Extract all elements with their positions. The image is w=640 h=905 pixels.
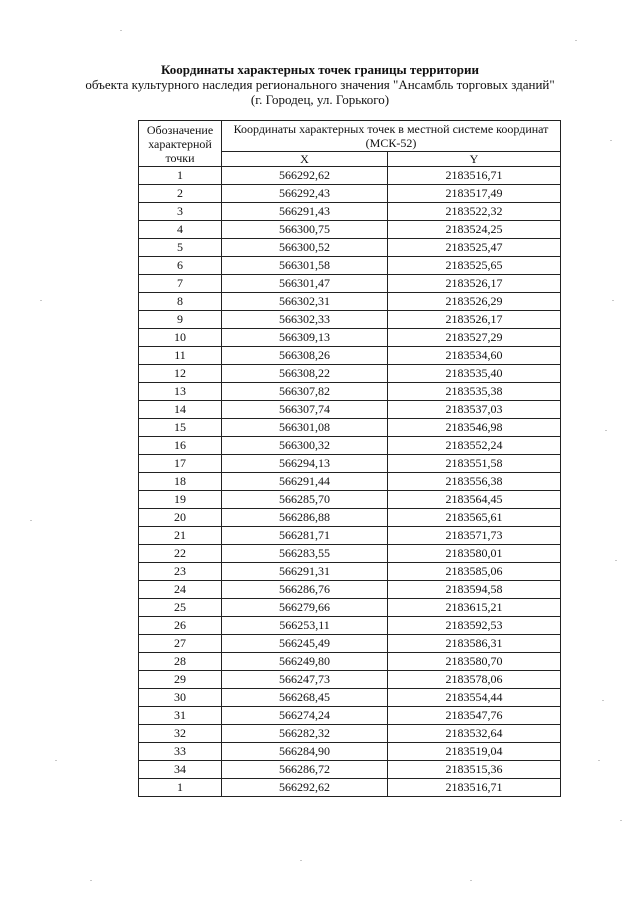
table-row: [139, 257, 561, 275]
x-coordinate-cell: 566300,75: [222, 221, 388, 239]
y-coordinate-cell: 2183586,31: [388, 635, 561, 653]
table-row: [139, 221, 561, 239]
header-y: Y: [388, 152, 561, 167]
table-row: [139, 437, 561, 455]
table-row: [139, 329, 561, 347]
table-row: [139, 275, 561, 293]
scan-speckle: [90, 880, 92, 881]
x-coordinate-cell: 566302,33: [222, 311, 388, 329]
x-coordinate-cell: 566309,13: [222, 329, 388, 347]
x-coordinate-cell: 566292,43: [222, 185, 388, 203]
point-cell: 31: [139, 707, 222, 725]
point-cell: 27: [139, 635, 222, 653]
y-coordinate-cell: 2183551,58: [388, 455, 561, 473]
table-row: [139, 653, 561, 671]
point-cell: 17: [139, 455, 222, 473]
x-coordinate-cell: 566286,72: [222, 761, 388, 779]
point-cell: 7: [139, 275, 222, 293]
point-cell: 15: [139, 419, 222, 437]
scan-speckle: [612, 300, 614, 301]
y-coordinate-cell: 2183554,44: [388, 689, 561, 707]
point-cell: 19: [139, 491, 222, 509]
table-row: [139, 401, 561, 419]
y-coordinate-cell: 2183526,17: [388, 275, 561, 293]
y-coordinate-cell: 2183522,32: [388, 203, 561, 221]
x-coordinate-cell: 566253,11: [222, 617, 388, 635]
point-cell: 9: [139, 311, 222, 329]
x-coordinate-cell: 566247,73: [222, 671, 388, 689]
table-row: [139, 293, 561, 311]
point-cell: 5: [139, 239, 222, 257]
y-coordinate-cell: 2183547,76: [388, 707, 561, 725]
y-coordinate-cell: 2183556,38: [388, 473, 561, 491]
y-coordinate-cell: 2183615,21: [388, 599, 561, 617]
y-coordinate-cell: 2183517,49: [388, 185, 561, 203]
point-cell: 10: [139, 329, 222, 347]
y-coordinate-cell: 2183515,36: [388, 761, 561, 779]
coordinates-table-body: [139, 167, 561, 797]
y-coordinate-cell: 2183527,29: [388, 329, 561, 347]
table-row: [139, 689, 561, 707]
table-row: [139, 527, 561, 545]
table-row: [139, 311, 561, 329]
table-row: [139, 167, 561, 185]
y-coordinate-cell: 2183516,71: [388, 167, 561, 185]
point-cell: 25: [139, 599, 222, 617]
point-cell: 11: [139, 347, 222, 365]
table-row: [139, 383, 561, 401]
y-coordinate-cell: 2183578,06: [388, 671, 561, 689]
table-row: [139, 347, 561, 365]
y-coordinate-cell: 2183532,64: [388, 725, 561, 743]
x-coordinate-cell: 566291,44: [222, 473, 388, 491]
x-coordinate-cell: 566301,08: [222, 419, 388, 437]
coordinates-table-header: [139, 121, 561, 167]
point-cell: 28: [139, 653, 222, 671]
x-coordinate-cell: 566274,24: [222, 707, 388, 725]
point-cell: 6: [139, 257, 222, 275]
table-row: [139, 671, 561, 689]
point-cell: 34: [139, 761, 222, 779]
y-coordinate-cell: 2183535,40: [388, 365, 561, 383]
x-coordinate-cell: 566268,45: [222, 689, 388, 707]
x-coordinate-cell: 566291,43: [222, 203, 388, 221]
x-coordinate-cell: 566307,82: [222, 383, 388, 401]
table-row: [139, 779, 561, 797]
scan-speckle: [615, 560, 617, 561]
x-coordinate-cell: 566283,55: [222, 545, 388, 563]
header-point-designation: Обозначение характерной точки: [139, 121, 222, 167]
table-row: [139, 725, 561, 743]
x-coordinate-cell: 566307,74: [222, 401, 388, 419]
y-coordinate-cell: 2183580,70: [388, 653, 561, 671]
table-row: [139, 239, 561, 257]
scan-speckle: [120, 30, 122, 31]
y-coordinate-cell: 2183565,61: [388, 509, 561, 527]
y-coordinate-cell: 2183534,60: [388, 347, 561, 365]
x-coordinate-cell: 566245,49: [222, 635, 388, 653]
table-row: [139, 509, 561, 527]
x-coordinate-cell: 566308,22: [222, 365, 388, 383]
y-coordinate-cell: 2183516,71: [388, 779, 561, 797]
scan-speckle: [300, 860, 302, 861]
x-coordinate-cell: 566286,88: [222, 509, 388, 527]
point-cell: 29: [139, 671, 222, 689]
x-coordinate-cell: 566292,62: [222, 167, 388, 185]
header-x: X: [222, 152, 388, 167]
point-cell: 30: [139, 689, 222, 707]
table-row: [139, 203, 561, 221]
scan-speckle: [40, 300, 42, 301]
header-coordinate-system: Координаты характерных точек в местной системе координат (МСК-52): [222, 121, 561, 152]
x-coordinate-cell: 566285,70: [222, 491, 388, 509]
table-row: [139, 491, 561, 509]
table-row: [139, 761, 561, 779]
point-cell: 1: [139, 779, 222, 797]
title-address: (г. Городец, ул. Горького): [250, 92, 390, 107]
y-coordinate-cell: 2183524,25: [388, 221, 561, 239]
table-row: [139, 599, 561, 617]
point-cell: 24: [139, 581, 222, 599]
point-cell: 1: [139, 167, 222, 185]
point-cell: 20: [139, 509, 222, 527]
point-cell: 13: [139, 383, 222, 401]
document-title: [60, 62, 580, 107]
point-cell: 26: [139, 617, 222, 635]
scan-speckle: [610, 140, 612, 141]
x-coordinate-cell: 566302,31: [222, 293, 388, 311]
y-coordinate-cell: 2183535,38: [388, 383, 561, 401]
point-cell: 16: [139, 437, 222, 455]
scan-speckle: [470, 880, 472, 881]
table-row: [139, 185, 561, 203]
table-row: [139, 365, 561, 383]
x-coordinate-cell: 566308,26: [222, 347, 388, 365]
x-coordinate-cell: 566300,52: [222, 239, 388, 257]
x-coordinate-cell: 566282,32: [222, 725, 388, 743]
point-cell: 2: [139, 185, 222, 203]
scan-speckle: [30, 520, 32, 521]
table-row: [139, 545, 561, 563]
y-coordinate-cell: 2183525,47: [388, 239, 561, 257]
point-cell: 8: [139, 293, 222, 311]
point-cell: 3: [139, 203, 222, 221]
y-coordinate-cell: 2183580,01: [388, 545, 561, 563]
x-coordinate-cell: 566301,58: [222, 257, 388, 275]
y-coordinate-cell: 2183525,65: [388, 257, 561, 275]
table-row: [139, 419, 561, 437]
table-row: [139, 707, 561, 725]
y-coordinate-cell: 2183594,58: [388, 581, 561, 599]
y-coordinate-cell: 2183585,06: [388, 563, 561, 581]
table-row: [139, 473, 561, 491]
x-coordinate-cell: 566292,62: [222, 779, 388, 797]
table-row: [139, 617, 561, 635]
x-coordinate-cell: 566249,80: [222, 653, 388, 671]
scan-speckle: [602, 700, 604, 701]
table-row: [139, 635, 561, 653]
x-coordinate-cell: 566279,66: [222, 599, 388, 617]
y-coordinate-cell: 2183592,53: [388, 617, 561, 635]
scan-speckle: [620, 820, 622, 821]
point-cell: 4: [139, 221, 222, 239]
title-object-name: объекта культурного наследия регионального значения "Ансамбль торговых зданий": [85, 77, 555, 92]
scan-speckle: [575, 40, 577, 41]
x-coordinate-cell: 566300,32: [222, 437, 388, 455]
scan-speckle: [55, 760, 57, 761]
y-coordinate-cell: 2183526,17: [388, 311, 561, 329]
y-coordinate-cell: 2183537,03: [388, 401, 561, 419]
point-cell: 23: [139, 563, 222, 581]
point-cell: 22: [139, 545, 222, 563]
x-coordinate-cell: 566301,47: [222, 275, 388, 293]
point-cell: 18: [139, 473, 222, 491]
x-coordinate-cell: 566284,90: [222, 743, 388, 761]
y-coordinate-cell: 2183552,24: [388, 437, 561, 455]
point-cell: 12: [139, 365, 222, 383]
table-row: [139, 455, 561, 473]
coordinates-table: [138, 120, 561, 797]
x-coordinate-cell: 566294,13: [222, 455, 388, 473]
x-coordinate-cell: 566286,76: [222, 581, 388, 599]
point-cell: 21: [139, 527, 222, 545]
x-coordinate-cell: 566291,31: [222, 563, 388, 581]
y-coordinate-cell: 2183564,45: [388, 491, 561, 509]
y-coordinate-cell: 2183519,04: [388, 743, 561, 761]
x-coordinate-cell: 566281,71: [222, 527, 388, 545]
title-heading: Координаты характерных точек границы территории: [161, 62, 479, 77]
table-row: [139, 743, 561, 761]
point-cell: 32: [139, 725, 222, 743]
y-coordinate-cell: 2183571,73: [388, 527, 561, 545]
scan-speckle: [598, 760, 600, 761]
point-cell: 33: [139, 743, 222, 761]
point-cell: 14: [139, 401, 222, 419]
y-coordinate-cell: 2183526,29: [388, 293, 561, 311]
scan-speckle: [605, 430, 607, 431]
table-row: [139, 563, 561, 581]
table-row: [139, 581, 561, 599]
y-coordinate-cell: 2183546,98: [388, 419, 561, 437]
